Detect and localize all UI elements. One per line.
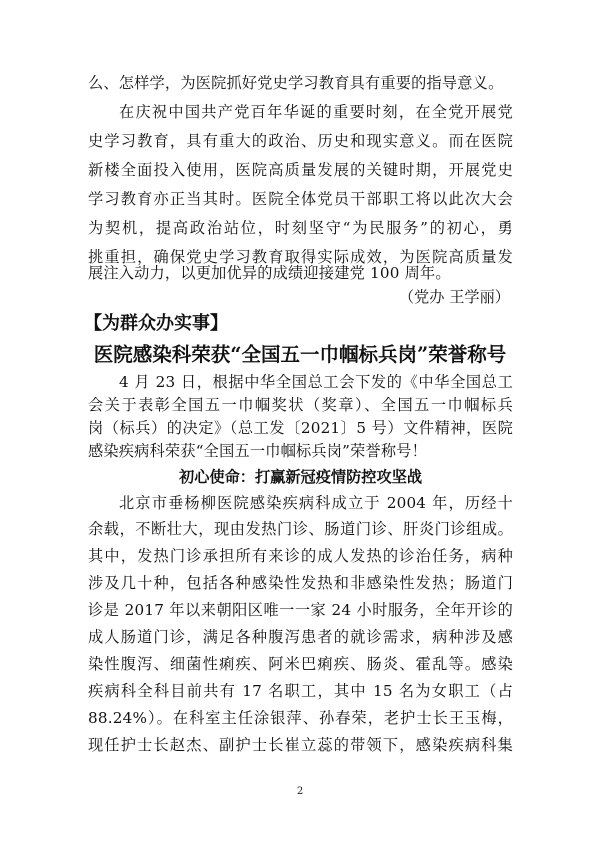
paragraph-4-line-6: 成人肠道门诊，满足各种腹泻患者的就诊需求，病种涉及感: [88, 628, 513, 646]
paragraph-3-line-4: 感染疾病科荣获“全国五一巾帼标兵岗”荣誉称号！: [88, 442, 428, 460]
paragraph-4-line-7: 染性腹泻、细菌性痢疾、阿米巴痢疾、肠炎、霍乱等。感染: [88, 655, 513, 673]
paragraph-4-line-5: 诊是 2017 年以来朝阳区唯一一家 24 小时服务，全年开诊的: [88, 601, 513, 619]
paragraph-4-line-10: 现任护士长赵杰、副护士长崔立蕊的带领下，感染疾病科集: [88, 736, 513, 754]
paragraph-2-line-3: 新楼全面投入使用，医院高质量发展的关键时期，开展党史: [88, 161, 513, 179]
paragraph-2-line-4: 学习教育亦正当其时。医院全体党员干部职工将以此次大会: [88, 190, 513, 208]
article-headline: 医院感染科荣获“全国五一巾帼标兵岗”荣誉称号: [93, 343, 507, 366]
paragraph-3-line-3: 岗（标兵）的决定》（总工发〔2021〕5 号）文件精神，医院: [88, 419, 513, 437]
paragraph-2-line-1: 在庆祝中国共产党百年华诞的重要时刻，在全党开展党: [119, 103, 513, 121]
paragraph-2-line-6: 挑重担，确保党史学习教育取得实际成效，为医院高质量发: [88, 248, 513, 266]
paragraph-4-line-3: 其中，发热门诊承担所有来诊的成人发热的诊治任务，病种: [88, 547, 513, 565]
paragraph-4-line-2: 余载，不断壮大，现由发热门诊、肠道门诊、肝炎门诊组成。: [88, 520, 513, 538]
paragraph-4-line-8: 疾病科全科目前共有 17 名职工，其中 15 名为女职工（占: [88, 682, 513, 700]
paragraph-2-line-2: 史学习教育，具有重大的政治、历史和现实意义。而在医院: [88, 132, 513, 150]
paragraph-2-line-7: 展注入动力，以更加优异的成绩迎接建党 100 周年。: [88, 264, 451, 282]
paragraph-2-line-5: 为契机，提高政治站位，时刻坚守“为民服务”的初心，勇: [88, 219, 513, 237]
section-subheading: 初心使命：打赢新冠疫情防控攻坚战: [179, 468, 422, 486]
paragraph-4-line-9: 88.24%）。在科室主任涂银萍、孙春荣，老护士长王玉梅，: [88, 709, 513, 727]
intro-line-1: 么、怎样学，为医院抓好党史学习教育具有重要的指导意义。: [88, 74, 504, 92]
paragraph-4-line-1: 北京市垂杨柳医院感染疾病科成立于 2004 年，历经十: [119, 494, 513, 512]
paragraph-3-line-2: 会关于表彰全国五一巾帼奖状（奖章）、全国五一巾帼标兵: [88, 396, 513, 414]
page-number: 2: [296, 786, 304, 797]
author-signature: （党办 王学丽）: [398, 288, 510, 306]
section-tag: 【为群众办实事】: [84, 313, 228, 334]
paragraph-4-line-4: 涉及几十种，包括各种感染性发热和非感染性发热；肠道门: [88, 574, 513, 592]
paragraph-3-line-1: 4 月 23 日，根据中华全国总工会下发的《中华全国总工: [119, 373, 513, 391]
